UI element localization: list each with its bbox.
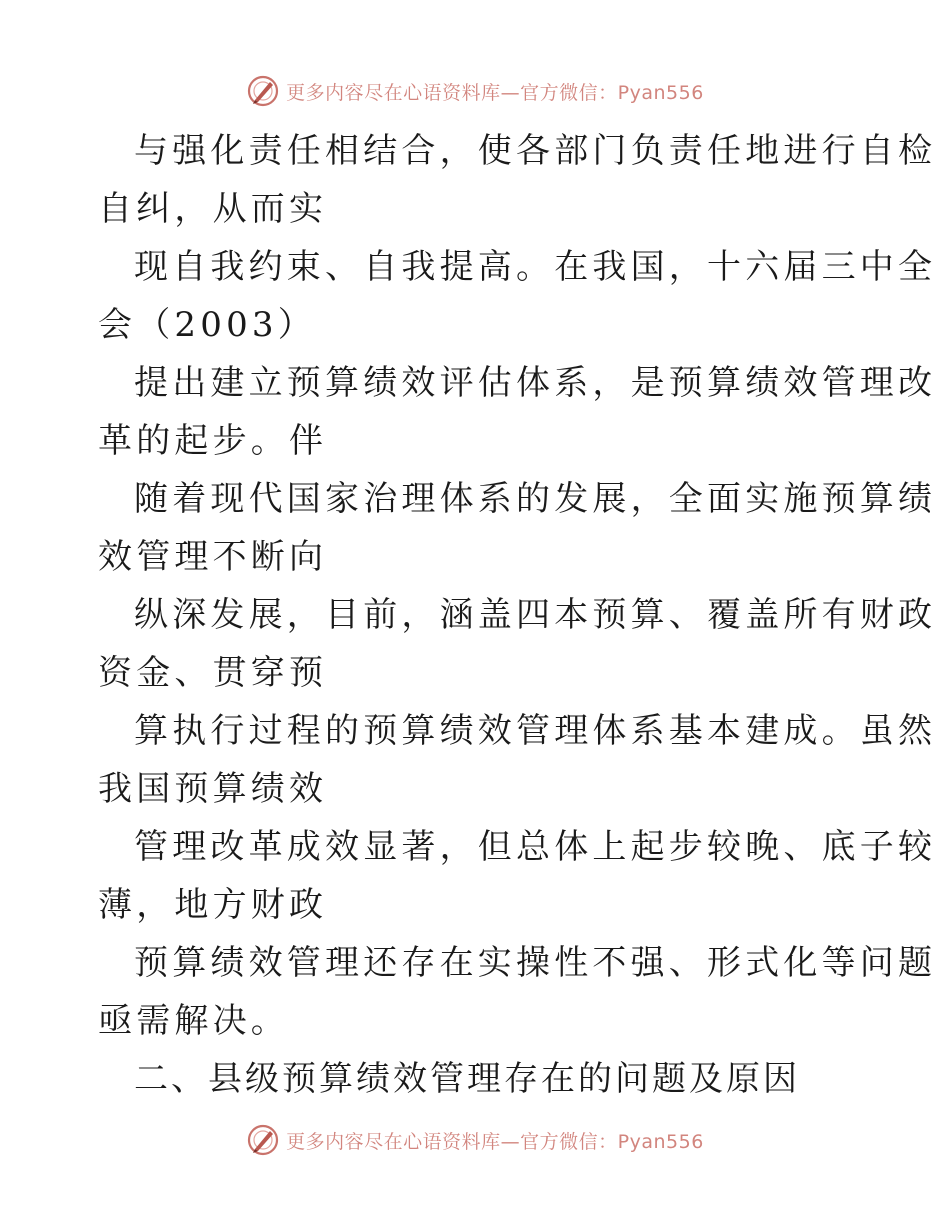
paragraph-line: 资金、贯穿预 <box>98 653 328 693</box>
paragraph-line: 亟需解决。 <box>98 1001 289 1041</box>
paragraph-line: 薄，地方财政 <box>98 885 328 925</box>
paragraph-line: 革的起步。伴 <box>98 421 328 461</box>
writing-quill-logo-icon <box>246 1123 280 1157</box>
paragraph-line: 与强化责任相结合，使各部门负责任地进行自检 <box>134 131 937 171</box>
paragraph-line: 会（2003） <box>98 305 316 345</box>
paragraph-line: 现自我约束、自我提高。在我国，十六届三中全 <box>134 247 937 287</box>
writing-quill-logo-icon <box>246 74 280 108</box>
paragraph-line: 效管理不断向 <box>98 537 328 577</box>
watermark-text: 更多内容尽在心语资料库—官方微信：Pyan556 <box>286 1130 704 1153</box>
paragraph-line: 随着现代国家治理体系的发展，全面实施预算绩 <box>134 479 937 519</box>
section-heading: 二、县级预算绩效管理存在的问题及原因 <box>134 1059 800 1099</box>
paragraph-line: 自纠，从而实 <box>98 189 328 229</box>
paragraph-line: 提出建立预算绩效评估体系，是预算绩效管理改 <box>134 363 937 403</box>
paragraph-line: 算执行过程的预算绩效管理体系基本建成。虽然 <box>134 711 937 751</box>
paragraph-line: 我国预算绩效 <box>98 769 328 809</box>
watermark-text: 更多内容尽在心语资料库—官方微信：Pyan556 <box>286 81 704 104</box>
document-body <box>98 122 937 1108</box>
footer-watermark <box>0 1120 950 1160</box>
paragraph-line: 管理改革成效显著，但总体上起步较晚、底子较 <box>134 827 937 867</box>
header-watermark <box>0 71 950 111</box>
paragraph-line: 纵深发展，目前，涵盖四本预算、覆盖所有财政 <box>134 595 937 635</box>
paragraph-line: 预算绩效管理还存在实操性不强、形式化等问题 <box>134 943 937 983</box>
